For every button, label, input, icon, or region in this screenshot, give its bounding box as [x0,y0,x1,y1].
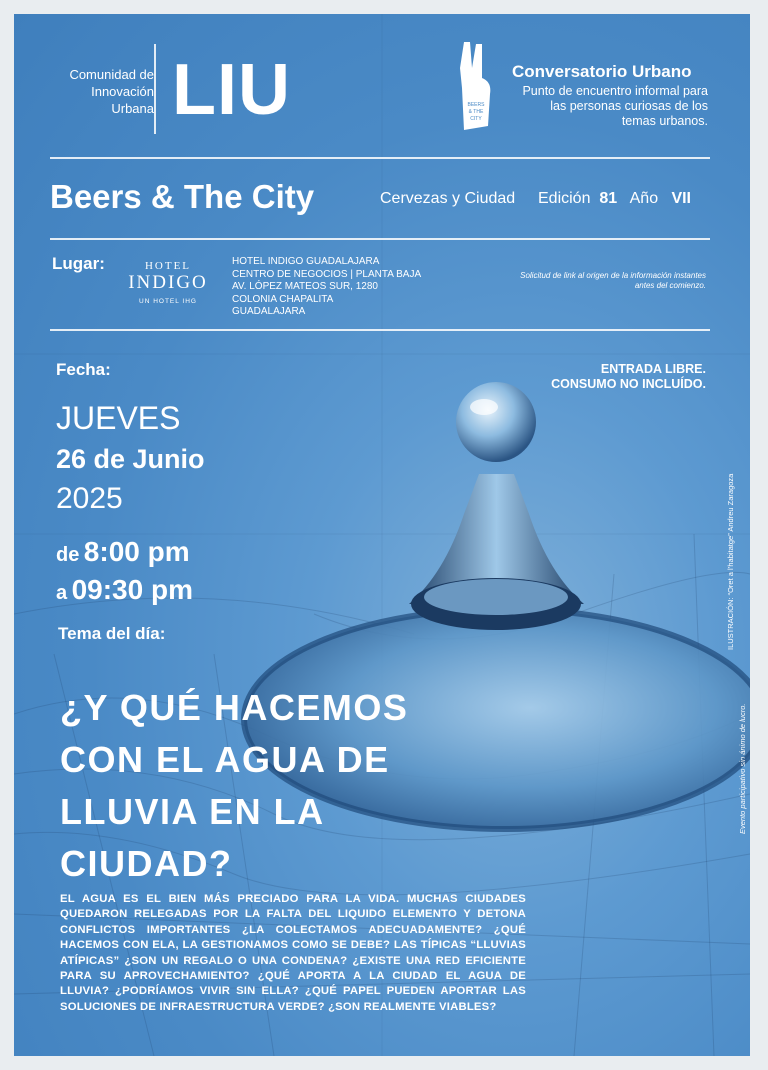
venue-address [232,256,421,319]
divider-top [50,157,710,159]
address-line: COLONIA CHAPALITA [232,293,334,305]
nonprofit-note: Evento participativo sin ánimo de lucro. [738,703,747,834]
svg-text:BEERS: BEERS [467,102,485,108]
address-line: HOTEL INDIGO GUADALAJARA [232,256,380,267]
fecha-label: Fecha: [56,360,111,379]
topic-title-line: LLUVIA EN LA [60,791,325,832]
entrada-note [504,362,706,392]
topic-description: EL AGUA ES EL BIEN MÁS PRECIADO PARA LA VIDA. MUCHAS CIUDADES QUEDARON RELEGADAS POR LA FALTA DEL LIQUIDO ELEMENTO Y DETONA CONFLICTOS IMPORTANTES ¿LA COLECTAMOS ADECUADAMENTE? ¿QUÉ HACEMOS CON ELA, LA GESTIONAMOS COMO SE DEBE? LAS TÍPICAS “LLUVIAS ATÍPICAS” ¿SON UN REGALO O UNA CONDENA? ¿EXISTE UNA RED EFICIENTE PARA SU APROVECHAMIENTO? ¿QUÉ APORTA A LA CIUDAD EL AGUA DE LLUVIA? ¿PODRÍAMOS VIVIR SIN ELLA? ¿QUÉ PAPEL PUEDEN APORTAR LAS SOLUCIONES DE INFRAESTRUCTURA VERDE? ¿SON REALMENTE VIABLES? [60,893,526,1013]
address-line: AV. LÓPEZ MATEOS SUR, 1280 [232,281,378,293]
conversatorio-subtitle: Punto de encuentro informal para las personas curiosas de los temas urbanos. [522,84,708,128]
hotel-logo-tag: UN HOTEL IHG [139,298,197,305]
event-year: 2025 [56,482,123,515]
topic-title-line: CON EL AGUA DE [60,739,390,780]
start-time [56,536,190,568]
svg-text:CITY: CITY [470,116,482,122]
address-line: GUADALAJARA [232,306,306,318]
anio-label: Año [629,190,659,207]
event-name: Beers & The City [50,178,315,215]
event-weekday: JUEVES [56,400,181,436]
de-label: de [56,544,80,566]
conversatorio-title: Conversatorio Urbano [512,62,692,81]
consumo-note: CONSUMO NO INCLUÍDO. [551,377,706,391]
edicion-number: 81 [599,190,618,207]
link-request-note: Solicitud de link al origen de la información instantes antes del comienzo. [520,271,706,290]
lugar-label: Lugar: [52,254,105,273]
topic-title-line: CIUDAD? [60,843,233,884]
event-tagline: Cervezas y Ciudad [380,190,516,207]
hotel-indigo-logo [118,260,218,305]
end-time-value: 09:30 pm [71,574,193,605]
hand-logo-icon [454,38,498,134]
illustration-credit: ILUSTRACIÓN: “Oret a l’habitatge” Andreu Zaragoza [726,473,735,650]
hotel-logo-big: INDIGO [128,272,208,293]
a-label: a [56,582,68,604]
edicion-label: Edición [538,190,591,207]
svg-text:& THE: & THE [468,109,484,115]
divider-bottom [50,329,710,331]
poster [14,14,750,1056]
event-date: 26 de Junio [56,444,205,474]
divider-middle [50,238,710,240]
tema-label: Tema del día: [58,624,166,643]
brand-divider [154,44,156,134]
anio-number: VII [671,190,691,207]
org-logo-liu: LIU [172,50,291,130]
address-line: CENTRO DE NEGOCIOS | PLANTA BAJA [232,268,422,280]
end-time [56,574,193,606]
topic-title [60,682,500,890]
org-subtitle: Comunidad de Innovación Urbana [69,67,154,116]
edition-info [538,190,691,208]
start-time-value: 8:00 pm [83,536,190,567]
topic-title-line: ¿Y QUÉ HACEMOS [60,687,409,728]
entrada-libre: ENTRADA LIBRE. [600,362,706,376]
hotel-logo-small: HOTEL [144,260,192,272]
